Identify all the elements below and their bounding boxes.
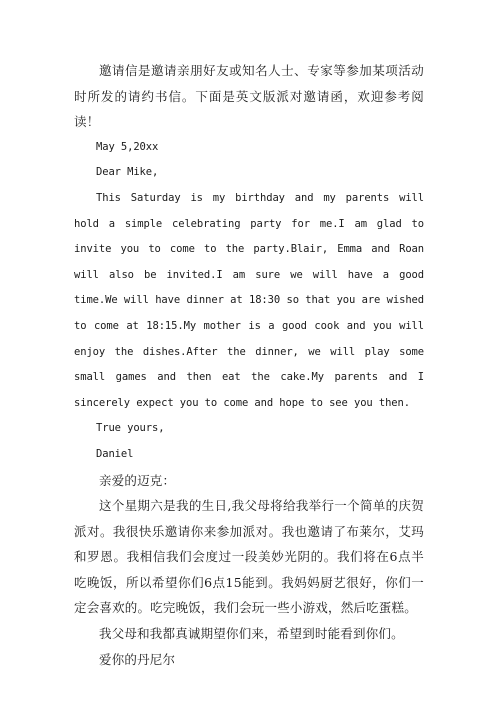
letter-body: This Saturday is my birthday and my parents will hold a simple celebrating party for me.I am glad to invite you to come to the party.Blair, Emma and Roan will also be invited.I am sure we will have a good time.We will have dinner at 18:30 so that you are wished to come at 18:15.My mother is a good cook and you will enjoy the dishes.After the dinner, we will play some small games and then eat the cake.My parents and I sincerely expect you to come and hope to see you then.: [74, 191, 424, 409]
letter-closing: True yours,: [96, 422, 165, 435]
letter-cn-body: 这个星期六是我的生日,我父母将给我举行一个简单的庆贺派对。我很快乐邀请你来参加派对。我也邀请了布莱尔，艾玛和罗恩。我相信我们会度过一段美妙光阴的。我们将在6点半吃晚饭，所以希望你们6点15能到。我妈妈厨艺很好，你们一定会喜欢的。吃完晚饭，我们会玩一些小游戏，然后吃蛋糕。: [74, 498, 424, 616]
letter-cn-greeting: 亲爱的迈克：: [99, 472, 176, 488]
letter-signature: Daniel: [96, 447, 134, 460]
letter-date: May 5,20xx: [96, 140, 159, 153]
intro-paragraph: 邀请信是邀请亲朋好友或知名人士、专家等参加某项活动时所发的请约书信。下面是英文版派对邀请函，欢迎参考阅读！: [74, 63, 424, 130]
letter-greeting: Dear Mike,: [96, 166, 159, 179]
letter-cn-signature: 爱你的丹尼尔: [99, 651, 176, 667]
letter-cn-expectation: 我父母和我都真诚期望你们来，希望到时能看到你们。: [99, 626, 404, 642]
document-page: [74, 58, 424, 672]
